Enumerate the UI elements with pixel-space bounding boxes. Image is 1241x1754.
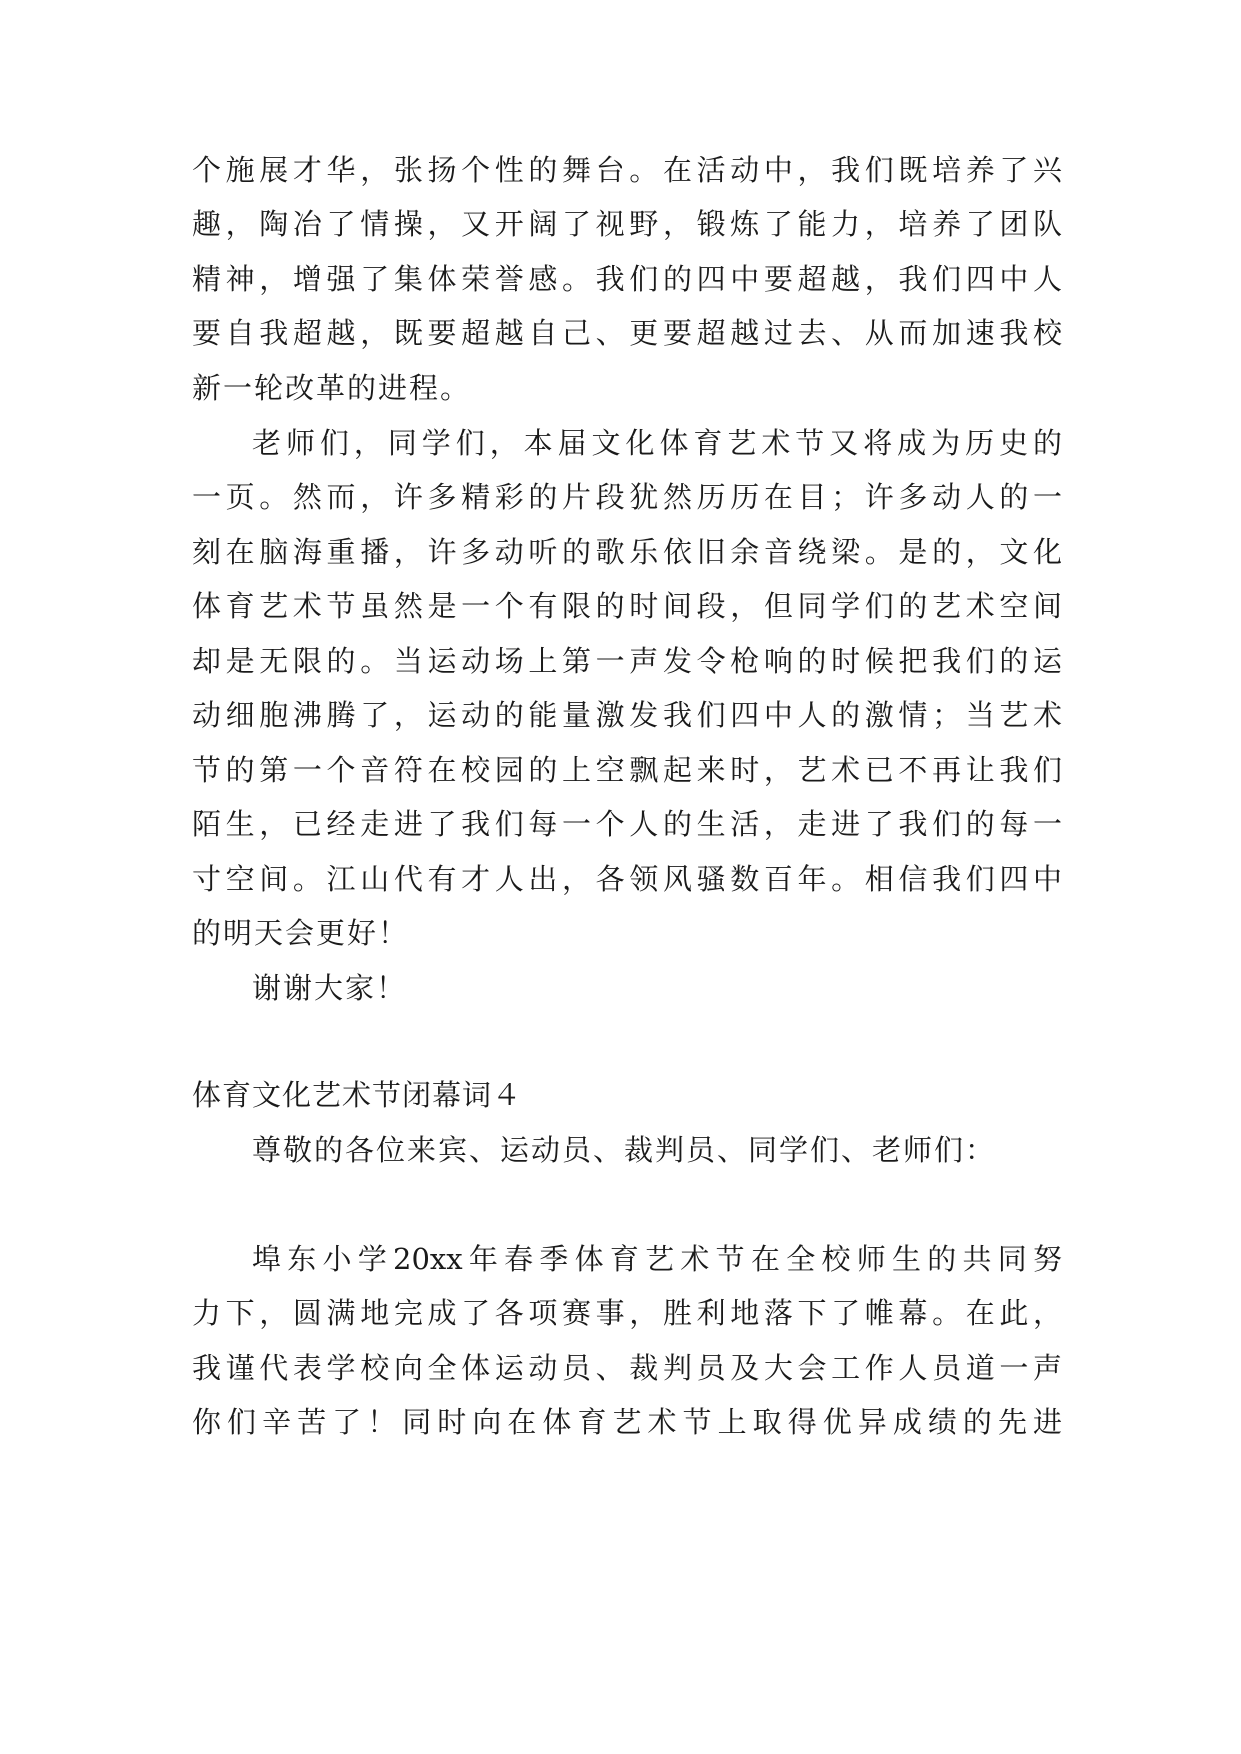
paragraph-line: 埠东小学20xx年春季体育艺术节在全校师生的共同努: [252, 1242, 1062, 1276]
paragraph-line: 寸空间。江山代有才人出，各领风骚数百年。相信我们四中: [192, 862, 1062, 896]
paragraph-line: 新一轮改革的进程。: [192, 371, 472, 405]
paragraph-line: 却是无限的。当运动场上第一声发令枪响的时候把我们的运: [192, 644, 1062, 678]
section-heading: 体育文化艺术节闭幕词４: [192, 1078, 523, 1112]
paragraph-line: 体育艺术节虽然是一个有限的时间段，但同学们的艺术空间: [192, 589, 1062, 623]
paragraph-line: 动细胞沸腾了，运动的能量激发我们四中人的激情；当艺术: [192, 698, 1062, 732]
paragraph-line: 老师们，同学们，本届文化体育艺术节又将成为历史的: [252, 426, 1062, 460]
paragraph-line: 陌生，已经走进了我们每一个人的生活，走进了我们的每一: [192, 807, 1062, 841]
paragraph-line: 你们辛苦了！同时向在体育艺术节上取得优异成绩的先进: [192, 1405, 1062, 1439]
paragraph-line: 一页。然而，许多精彩的片段犹然历历在目；许多动人的一: [192, 480, 1062, 514]
paragraph-line: 的明天会更好！: [192, 916, 410, 950]
paragraph-line: 我谨代表学校向全体运动员、裁判员及大会工作人员道一声: [192, 1351, 1062, 1385]
paragraph-line: 趣，陶冶了情操，又开阔了视野，锻炼了能力，培养了团队: [192, 207, 1062, 241]
paragraph-line: 个施展才华，张扬个性的舞台。在活动中，我们既培养了兴: [192, 153, 1062, 187]
salutation: 尊敬的各位来宾、运动员、裁判员、同学们、老师们：: [252, 1133, 997, 1167]
paragraph-line: 刻在脑海重播，许多动听的歌乐依旧余音绕梁。是的，文化: [192, 535, 1062, 569]
paragraph-line: 力下，圆满地完成了各项赛事，胜利地落下了帷幕。在此，: [192, 1296, 1062, 1330]
paragraph-line: 精神，增强了集体荣誉感。我们的四中要超越，我们四中人: [192, 262, 1062, 296]
closing-thanks: 谢谢大家！: [252, 971, 408, 1005]
paragraph-line: 节的第一个音符在校园的上空飘起来时，艺术已不再让我们: [192, 753, 1062, 787]
paragraph-line: 要自我超越，既要超越自己、更要超越过去、从而加速我校: [192, 316, 1062, 350]
